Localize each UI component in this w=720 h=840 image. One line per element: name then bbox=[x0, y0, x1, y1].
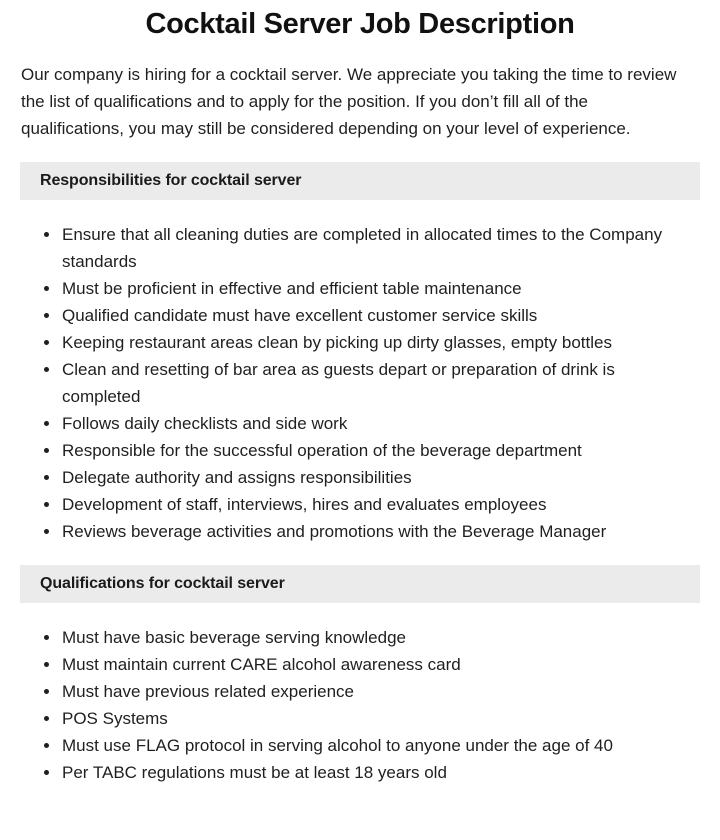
qualifications-list bbox=[0, 603, 720, 786]
page-title: Cocktail Server Job Description bbox=[145, 8, 575, 40]
list-item bbox=[44, 221, 690, 275]
bullet-icon bbox=[44, 743, 49, 748]
list-item-text: Reviews beverage activities and promotions with the Beverage Manager bbox=[62, 522, 607, 541]
bullet-icon bbox=[44, 662, 49, 667]
list-item bbox=[44, 705, 690, 732]
section-responsibilities bbox=[0, 162, 720, 545]
list-item-text: POS Systems bbox=[62, 709, 168, 728]
bullet-icon bbox=[44, 475, 49, 480]
bullet-icon bbox=[44, 529, 49, 534]
list-item-text: Must maintain current CARE alcohol awareness card bbox=[62, 655, 461, 674]
list-item bbox=[44, 329, 690, 356]
list-item bbox=[44, 518, 690, 545]
list-item-text: Clean and resetting of bar area as guests depart or preparation of drink is completed bbox=[62, 360, 615, 406]
section-header-label: Qualifications for cocktail server bbox=[40, 575, 285, 592]
list-item-text: Qualified candidate must have excellent customer service skills bbox=[62, 306, 538, 325]
list-item bbox=[44, 624, 690, 651]
list-item bbox=[44, 678, 690, 705]
bullet-icon bbox=[44, 232, 49, 237]
bullet-icon bbox=[44, 716, 49, 721]
list-item-text: Must have previous related experience bbox=[62, 682, 354, 701]
section-header-qualifications bbox=[20, 565, 700, 603]
list-item-text: Development of staff, interviews, hires and evaluates employees bbox=[62, 495, 547, 514]
bullet-icon bbox=[44, 448, 49, 453]
section-qualifications bbox=[0, 565, 720, 786]
bullet-icon bbox=[44, 367, 49, 372]
list-item bbox=[44, 275, 690, 302]
list-item bbox=[44, 464, 690, 491]
intro-paragraph: Our company is hiring for a cocktail server. We appreciate you taking the time to review the list of qualifications and to apply for the position. If you don’t fill all of the qualifications, you may still be considered depending on your level of experience. bbox=[21, 65, 677, 138]
list-item-text: Per TABC regulations must be at least 18 years old bbox=[62, 763, 447, 782]
bullet-icon bbox=[44, 313, 49, 318]
bullet-icon bbox=[44, 286, 49, 291]
list-item bbox=[44, 356, 690, 410]
bullet-icon bbox=[44, 770, 49, 775]
section-header-responsibilities bbox=[20, 162, 700, 200]
list-item-text: Ensure that all cleaning duties are completed in allocated times to the Company standards bbox=[62, 225, 663, 271]
list-item bbox=[44, 437, 690, 464]
bullet-icon bbox=[44, 421, 49, 426]
bullet-icon bbox=[44, 635, 49, 640]
list-item bbox=[44, 759, 690, 786]
list-item-text: Must use FLAG protocol in serving alcohol to anyone under the age of 40 bbox=[62, 736, 613, 755]
bullet-icon bbox=[44, 689, 49, 694]
list-item bbox=[44, 491, 690, 518]
list-item-text: Follows daily checklists and side work bbox=[62, 414, 348, 433]
section-header-label: Responsibilities for cocktail server bbox=[40, 172, 302, 189]
list-item bbox=[44, 302, 690, 329]
responsibilities-list bbox=[0, 200, 720, 545]
list-item bbox=[44, 410, 690, 437]
bullet-icon bbox=[44, 340, 49, 345]
list-item bbox=[44, 732, 690, 759]
list-item-text: Delegate authority and assigns responsibilities bbox=[62, 468, 412, 487]
list-item bbox=[44, 651, 690, 678]
list-item-text: Must be proficient in effective and efficient table maintenance bbox=[62, 279, 522, 298]
bullet-icon bbox=[44, 502, 49, 507]
list-item-text: Responsible for the successful operation of the beverage department bbox=[62, 441, 582, 460]
list-item-text: Must have basic beverage serving knowledge bbox=[62, 628, 406, 647]
list-item-text: Keeping restaurant areas clean by picking up dirty glasses, empty bottles bbox=[62, 333, 612, 352]
